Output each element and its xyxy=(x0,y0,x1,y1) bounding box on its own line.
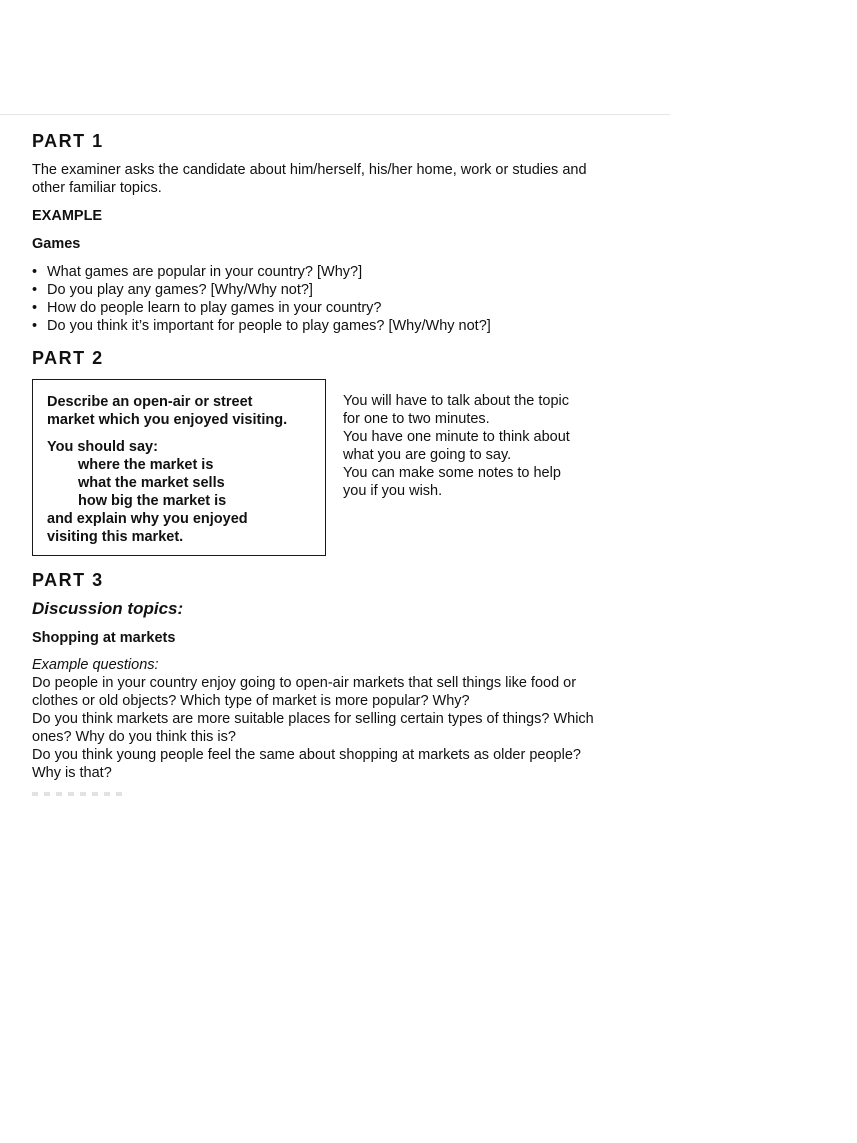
instruction-line: for one to two minutes. xyxy=(343,411,490,427)
question-text: How do people learn to play games in your country? xyxy=(47,300,382,316)
instruction-line: what you are going to say. xyxy=(343,447,512,463)
cue-card-title-line1: Describe an open-air or street xyxy=(47,394,253,410)
instruction-line: You will have to talk about the topic xyxy=(343,393,569,409)
part3-line: Do you think markets are more suitable places for selling certain types of things? Which xyxy=(32,711,594,727)
part3-line: clothes or old objects? Which type of market is more popular? Why? xyxy=(32,693,470,709)
cue-card-title-line2: market which you enjoyed visiting. xyxy=(47,412,288,428)
part3-heading: PART 3 xyxy=(32,570,104,590)
cue-card-point: how big the market is xyxy=(78,493,227,509)
part1-intro-line1: The examiner asks the candidate about him/herself, his/her home, work or studies and xyxy=(32,162,587,178)
part3-line: ones? Why do you think this is? xyxy=(32,729,236,745)
part1-question-list xyxy=(32,263,632,335)
part1-heading: PART 1 xyxy=(32,131,104,151)
cue-card-explain-line2: visiting this market. xyxy=(47,529,184,545)
question-text: What games are popular in your country? [Why?] xyxy=(47,264,363,280)
bullet-icon: • xyxy=(32,318,38,334)
list-item xyxy=(32,317,632,335)
part3-discussion-label: Discussion topics: xyxy=(32,599,184,618)
list-item xyxy=(32,299,632,317)
part2-row xyxy=(32,379,632,559)
cue-card-should-say: You should say: xyxy=(47,439,158,455)
bullet-icon: • xyxy=(32,300,38,316)
cue-card-point: where the market is xyxy=(78,457,214,473)
part3-line: Do people in your country enjoy going to open-air markets that sell things like food or xyxy=(32,675,577,691)
list-item xyxy=(32,281,632,299)
part1-intro-line2: other familiar topics. xyxy=(32,179,162,196)
question-text: Do you play any games? [Why/Why not?] xyxy=(47,282,313,298)
part2-instructions xyxy=(343,392,603,500)
cue-card-point: what the market sells xyxy=(78,475,225,491)
top-divider xyxy=(0,114,670,115)
cue-card-explain-line1: and explain why you enjoyed xyxy=(47,511,248,527)
part1-example-label: EXAMPLE xyxy=(32,208,103,224)
list-item xyxy=(32,263,632,281)
bullet-icon: • xyxy=(32,282,38,298)
instruction-line: You can make some notes to help xyxy=(343,465,561,481)
part3-line: Do you think young people feel the same about shopping at markets as older people? xyxy=(32,747,581,763)
part3-example-questions-label: Example questions: xyxy=(32,657,159,673)
bullet-icon: • xyxy=(32,264,38,280)
part2-heading: PART 2 xyxy=(32,348,104,368)
part1-topic: Games xyxy=(32,236,81,252)
cue-card xyxy=(32,379,326,556)
instruction-line: You have one minute to think about xyxy=(343,429,570,445)
question-text: Do you think it’s important for people to play games? [Why/Why not?] xyxy=(47,318,491,334)
exam-page xyxy=(32,130,632,782)
part3-line: Why is that? xyxy=(32,765,112,781)
instruction-line: you if you wish. xyxy=(343,483,443,499)
part3-topic: Shopping at markets xyxy=(32,630,176,646)
cropped-text-fragment xyxy=(32,792,122,796)
